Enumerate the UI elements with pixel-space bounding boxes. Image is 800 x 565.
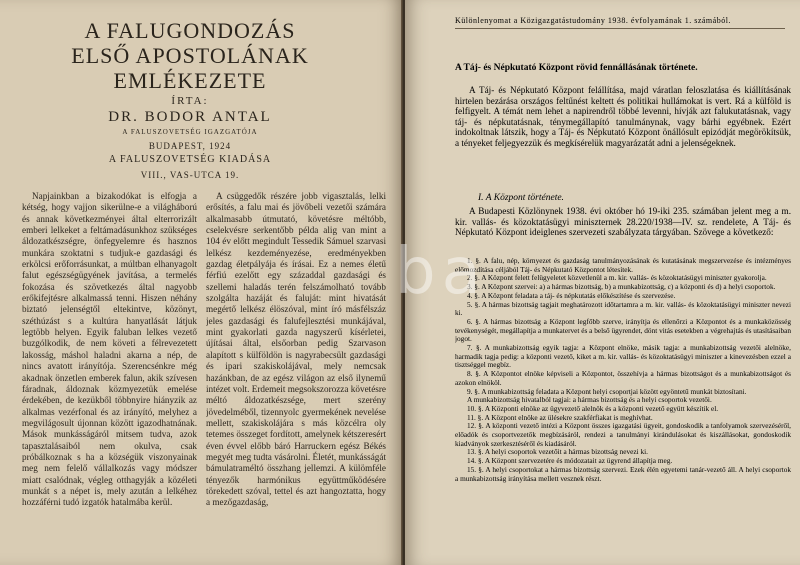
list-item: A munkabizottság hivatalból tagjai: a hármas bizottság és a helyi csoportok vezetői.	[467, 395, 712, 405]
place-year: BUDAPEST, 1924	[148, 141, 232, 151]
rule-list	[455, 257, 791, 563]
author-name: DR. BODOR ANTAL	[108, 109, 272, 125]
list-item: 4. §. A Központ feladata a táj- és népkutatás előkészítése és szervezése.	[467, 290, 676, 300]
list-item: 13. §. A helyi csoportok vezetőit a hármas bizottság nevezi ki.	[467, 447, 648, 457]
list-item: 3. §. A Központ szervei: a) a hármas bizottság, b) a munkabizottság, c) a központi és d) a helyi csoportok.	[467, 282, 776, 292]
list-item: 14. §. A Központ szervezetére és módozatait az ügyrend állapítja meg.	[467, 456, 673, 466]
right-title: A Táj- és Népkutató Központ rövid fennállásának története.	[455, 63, 698, 73]
list-item: 6. §. A hármas bizottság a Központ legfőbb szerve, irányítja és ellenőrzi a Központot és a munkaközösség tevékenységét, megállapítja a munkatervet és a belső ügyrendet, dönt vitás esetekben a végrehajtás és utasításaiban jogot.	[455, 316, 791, 344]
title-line-3: EMLÉKEZETE	[113, 68, 267, 93]
left-column-2: A csüggedők részére jobb vigasztalás, lelki erősítés, a falu mai és jövőbeli vezetői számára alkalmasabb útmutató, követésre méltóbb, cselekvésre serkentőbb példa alig van mint a 104 év előtt megindult Tessedik Sámuel szarvasi lelkész kezdeményezése, eredményekben gazdag életpályája és írásai. Ez a nemes életű férfiú ezelőtt egy századdal gazdasági és szellemi haladás terén felszámolható tovább szolgálta hazáját és faluját: mint hivatását megértő lelkész élöszóval, mint író másfélszáz jeles gazdasági és falufejlesztési munkájával, mint gyakorlati gazda nagyszerű kísérletei, újításai által, elsőorban pedig Szarvason alapított s külföldön is nagyrabecsült gazdasági és ipari szakiskolájával, mely nemcsak hazánkban, de az egész világon az első ilynemű intézet volt. Erdemeit megsokszorozza követésre méltó áldozatkészsége, mert szerény jövedelméből, tizennyolc gyermekének nevelése mellett, szakiskolájára s más közcélra oly tetemes összeget fordított, amelynek kétszeresért éven évvel előbb báró Harruckern egész Békés megyét meg tudta vásárolni. Életét, munkásságát bámulatraméltó összhang jellemzi. A külömféle tényezők harmónikus együttműködésére törekedett szóval, tettel és azt hangoztatta, hogy a mezőgazdaság,	[206, 191, 386, 508]
list-item: 15. §. A helyi csoportokat a hármas bizottság szervezi. Ezek élén egyetemi tanár-vezető áll. A helyi csoportok a munkabizottság irányítása mellett vesznek részt.	[455, 464, 791, 483]
publisher: A FALUSZOVETSÉG KIADÁSA	[108, 154, 272, 165]
right-running-header: Különlenyomat a Közigazgatástudomány 1938. évfolyamának 1. számából.	[455, 16, 785, 29]
list-item: 1. §. A falu, nép, környezet és gazdaság tanulmányozásának és kutatásának megszervezése és intézményes előmozdítása céljából Táj- és Népkutató Központot létesítek.	[455, 257, 791, 274]
author-role: A FALUSZOVETSÉG IGAZGATÓJA	[122, 128, 258, 136]
irta-label: ÍRTA:	[171, 95, 209, 107]
list-item: 12. §. A központi vezető intézi a Központ összes igazgatási ügyeit, gondoskodik a tanfolyamok szervezéséről, előadók és csoportvezetők megbízásáról, rendezi a tanulmányi kirándulásokat és kiszállásokat, gondoskodik kiadványok szerkesztéséről és kiadásáról.	[455, 421, 791, 448]
list-item: 8. §. A Központot elnöke képviseli a Központot, összehívja a hármas bizottságot és a munkabizottságot és azokon elnököl.	[455, 369, 791, 387]
left-column-1: Napjainkban a bizakodókat is elfogja a kétség, hogy vajjon sikerülne-e a világháború és annak következményei által elterrorizált emberi lelkeket a feltámadásunkhoz szükséges áldozatkészségre, önfegyelemre és hasznos munkára szoktatni s tudjuk-e gazdasági és erkölcsi erőforrásunkat, a múltban elhanyagolt falut egészségügyének javítása, a termelés fokozása és szövetkezés által nagyobb erőkifejtésre alkalmassá tenni. Hiszen néhány biztató jelenségtől eltekintve, közönyt, széthúzást s a kultúra hanyatlását látjuk legtöbb helyen. Egyik faluban lelkes vezető buzgólkodik, de nem követi a félrevezetett lakosság, máshol haladni akarna a nép, de nincs avatott irányítója. Szerencsénkre még akadnak önzetlen emberek falun, akik szívesen fáradnak, áldoznak közmyezetük emelése érdekében, de kezükből többnyire hiányzik az alkalmas vezérfonal és az irányító, melyhez a megvilágosult újonnan között igazodhatnának. Mások munkásságáról mitsem tudva, azok tapasztalásaiból nem okulva, csak próbálkoznak s ha a községük viszonyainak meg nem felelő vállalkozás vagy módszer miatt csalódnak, végleg otthagyják a közéleti munkát s a népet is, mely azután a lelkéhez hozzáférni tudó izgatók hatalmába kerül.	[22, 191, 197, 508]
list-item: 9. §. A munkabizottság feladata a Központ helyi csoportjai között egyöntetű munkát biztosítani.	[467, 386, 747, 396]
right-intro: A Táj- és Népkutató Központ felállítása, majd váratlan feloszlatása és kiállításának hirtelen bezárása országos feltűnést keltett és politikai hullámokat is vert. Rá a külföld is felfigyelt. A témát nem lehet a napirendről többé levenni, hívják azt falukutatásnak, vagy táj- és népkutatásnak, ténymegállapító tanulmánynak, vagy bárhi egyébnek. Ezért indokoltnak látszik, hogy a Táj- és Népkutató Központ önállósult epizódját megörökítsük, a tényeket feljegyezzük és megkísérelük magyarázatát adni a jelenségeknek.	[455, 85, 791, 148]
list-item: 10. §. A Központi elnöke az ügyvezető alelnök és a központi vezető együtt készítik el.	[467, 403, 719, 413]
list-item: 5. §. A hármas bizottság tagjait meghatározott időtartamra a m. kir. vallás- és közoktatásügyi miniszter nevezi ki.	[455, 299, 791, 318]
list-item: 7. §. A munkabizottság egyik tagja: a Központ elnöke, másik tagja: a munkabizottság vezetői alelnöke, harmadik tagja pedig: a központi vezető, kiket a m. kir. vallás- és közoktatásügyi miniszter a kinevezésben ezzel a tisztséggel megbíz.	[455, 343, 791, 370]
watermark: ba	[395, 235, 487, 309]
section-heading: I. A Központ története.	[478, 193, 564, 203]
right-body: A Budapesti Közlönynek 1938. évi október hó 19-iki 235. számában jelent meg a m. kir. vallás- és közoktatásügyi miniszternek 28.220/1938—IV. sz. rendelete, A Táj- és Népkutató Központ ideiglenes szervezeti szabályzata tárgyában. Szövege a következő:	[455, 206, 791, 238]
list-item: 11. §. A Központ elnöke az ülésekre szakférfiakat is meghívhat.	[467, 412, 653, 422]
address: VIII., VAS-UTCA 19.	[140, 170, 240, 180]
title-line-1: A FALUGONDOZÁS	[84, 18, 296, 43]
list-item: 2. §. A Központ felett felügyeletet közvetlenül a m. kir. vallás- és közoktatásügyi miniszter gyakorolja.	[467, 273, 767, 283]
title-line-2: ELSŐ APOSTOLÁNAK	[71, 43, 309, 68]
